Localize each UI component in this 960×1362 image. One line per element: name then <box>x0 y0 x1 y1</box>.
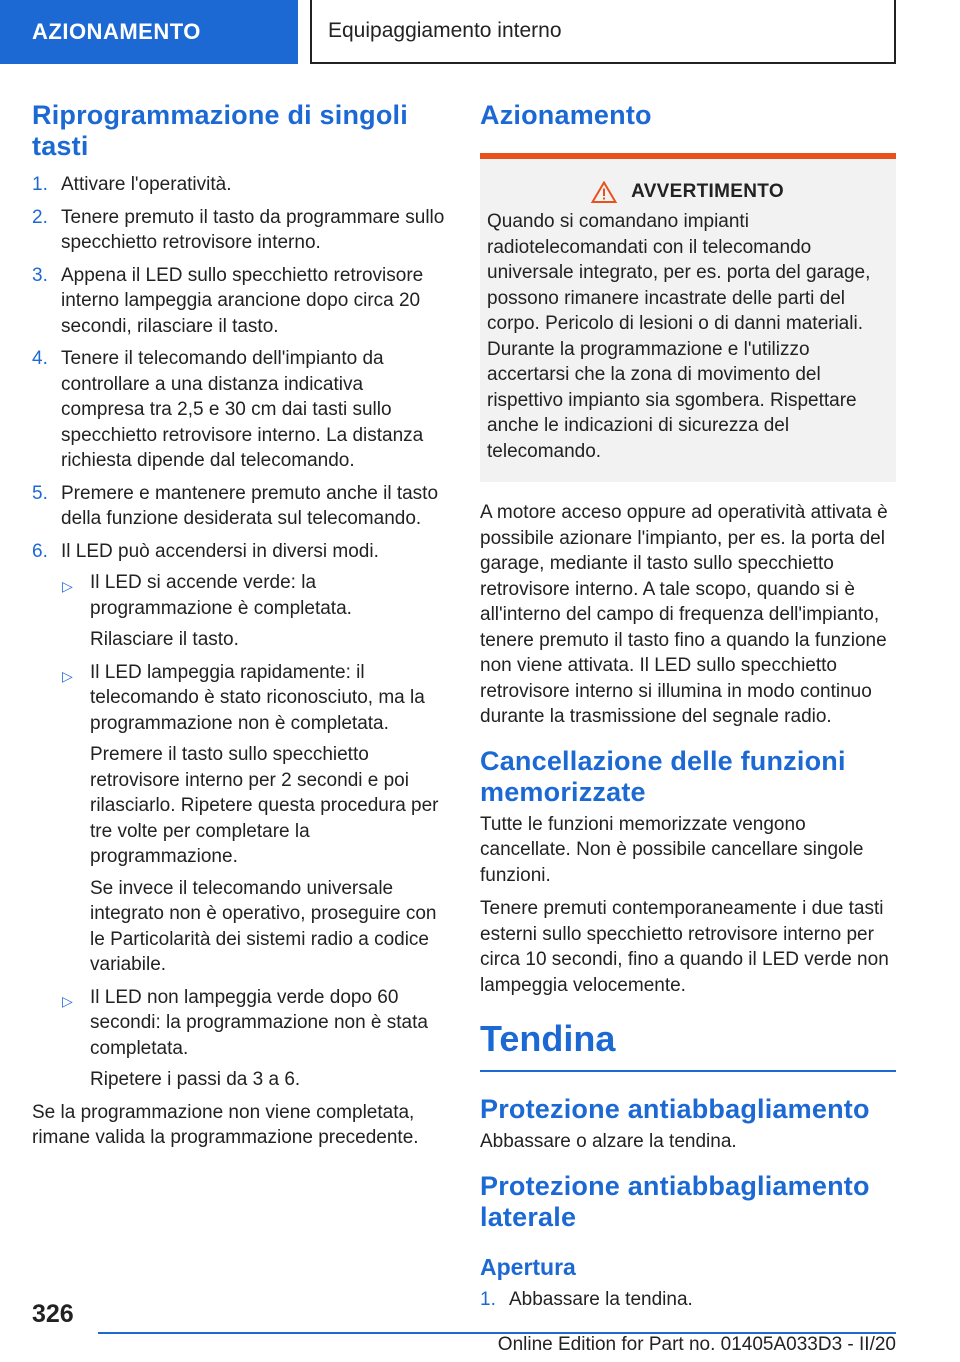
step-number: 2. <box>32 206 48 228</box>
cancel-paragraph-1: Tutte le funzioni memorizzate vengono cancellate. Non è possibile cancellare singole funzioni. <box>480 813 864 886</box>
warning-text: Quando si comandano impianti radiotelecomandati con il telecomando universale integrato, per es. porta del garage, possono rimanere incastrate delle parti del corpo. Pericolo di lesioni o di danni materiali. Durante la programmazione e l'utilizzo accertarsi che la zona di movimento del rispettivo impianto sia sgombera. Rispettare anche le indicazioni di sicurezza del telecomando. <box>487 211 871 462</box>
led-state-instruction: Se invece il telecomando universale integrato non è operativo, proseguire con le Particolarità dei sistemi radio a codice variabile. <box>90 877 437 975</box>
step-text: Attivare l'operatività. <box>61 174 232 195</box>
step-text: Premere e mantenere premuto anche il tasto della funzione desiderata sul telecomando. <box>61 482 439 529</box>
led-state-item <box>61 660 446 978</box>
operation-paragraph: A motore acceso oppure ad operatività attivata è possibile azionare l'impianto, per es. la porta del garage, mediante il tasto sullo specchietto retrovisore interno. A tale scopo, quando si è all'interno del campo di frequenza dell'impianto, tenere premuto il tasto fino a quando la funzione non viene attivata. Il LED sullo specchietto retrovisore interno si illumina in modo continuo durante la trasmissione del segnale radio. <box>480 502 888 727</box>
led-state-text: Il LED si accende verde: la programmazione è completata. <box>90 572 352 619</box>
led-state-instruction: Premere il tasto sullo specchietto retrovisore interno per 2 secondi e poi rilasciarlo. Ripetere questa procedura per tre volte per completare la programmazione. <box>90 744 439 867</box>
step-item <box>32 539 446 1093</box>
warning-header <box>487 181 888 203</box>
cancel-paragraph-2: Tenere premuti contemporaneamente i due tasti esterni sullo specchietto retrovisore interno per circa 10 secondi, fino a quando il LED verde non lampeggia velocemente. <box>480 898 889 996</box>
step-item <box>480 1287 896 1313</box>
step-number: 1. <box>32 174 48 195</box>
right-column <box>480 100 896 1319</box>
led-state-text: Il LED non lampeggia verde dopo 60 secondi: la programmazione non è stata completata. <box>90 986 428 1059</box>
left-column <box>32 100 446 1159</box>
operation-heading: Azionamento <box>480 100 652 130</box>
anti-glare-text: Abbassare o alzare la tendina. <box>480 1131 737 1152</box>
triangle-bullet-icon: ▷ <box>62 992 73 1009</box>
opening-steps <box>480 1287 896 1313</box>
step-text: Il LED può accendersi in diversi modi. <box>61 540 379 562</box>
edition-text: Online Edition for Part no. 01405A033D3 - II/20 <box>497 1334 896 1355</box>
led-state-item <box>61 985 446 1093</box>
warning-label: AVVERTIMENTO <box>631 181 784 202</box>
led-state-item <box>61 570 446 653</box>
chapter-title: Equipaggiamento interno <box>310 0 896 64</box>
step-number: 5. <box>32 482 48 504</box>
triangle-bullet-icon: ▷ <box>62 578 73 594</box>
step-number: 6. <box>32 540 48 562</box>
step-text: Tenere il telecomando dell'impianto da controllare a una distanza indicativa compresa tra 2,5 e 30 cm dai tasti sullo specchietto retrovisore interno. La distanza richiesta dipende dal telecomando. <box>61 348 424 471</box>
page-header <box>0 0 960 66</box>
step-text: Appena il LED sullo specchietto retrovisore interno lampeggia arancione dopo circa 20 secondi, rilasciare il tasto. <box>61 264 424 337</box>
step-item <box>32 172 446 198</box>
side-anti-glare-heading: Protezione antiabbagliamento laterale <box>480 1170 870 1232</box>
reprogram-steps <box>32 172 446 1093</box>
page-number: 326 <box>32 1300 74 1328</box>
reprogram-heading: Riprogrammazione di singoli tasti <box>32 100 408 161</box>
led-states-list <box>61 570 446 1093</box>
step-number: 4. <box>32 348 48 369</box>
warning-triangle-icon <box>591 181 617 203</box>
section-tab: AZIONAMENTO <box>0 0 298 64</box>
led-state-instruction: Rilasciare il tasto. <box>90 629 239 650</box>
cancel-heading: Cancellazione delle funzioni memorizzate <box>480 745 846 807</box>
step-item <box>32 263 446 340</box>
step-number: 1. <box>480 1288 496 1310</box>
step-text: Abbassare la tendina. <box>509 1288 693 1310</box>
opening-heading: Apertura <box>480 1253 576 1280</box>
tendina-heading: Tendina <box>480 1018 896 1072</box>
step-item <box>32 346 446 474</box>
closing-paragraph: Se la programmazione non viene completata, rimane valida la programmazione precedente. <box>32 1101 419 1148</box>
step-item <box>32 481 446 532</box>
step-text: Tenere premuto il tasto da programmare sullo specchietto retrovisore interno. <box>61 206 445 253</box>
step-number: 3. <box>32 264 48 286</box>
led-state-instruction: Ripetere i passi da 3 a 6. <box>90 1069 301 1090</box>
triangle-bullet-icon: ▷ <box>62 667 73 684</box>
step-item <box>32 205 446 256</box>
warning-box <box>480 153 896 482</box>
anti-glare-heading: Protezione antiabbagliamento <box>480 1094 870 1124</box>
led-state-text: Il LED lampeggia rapidamente: il telecomando è stato riconosciuto, ma la programmazione non è completata. <box>90 661 425 734</box>
